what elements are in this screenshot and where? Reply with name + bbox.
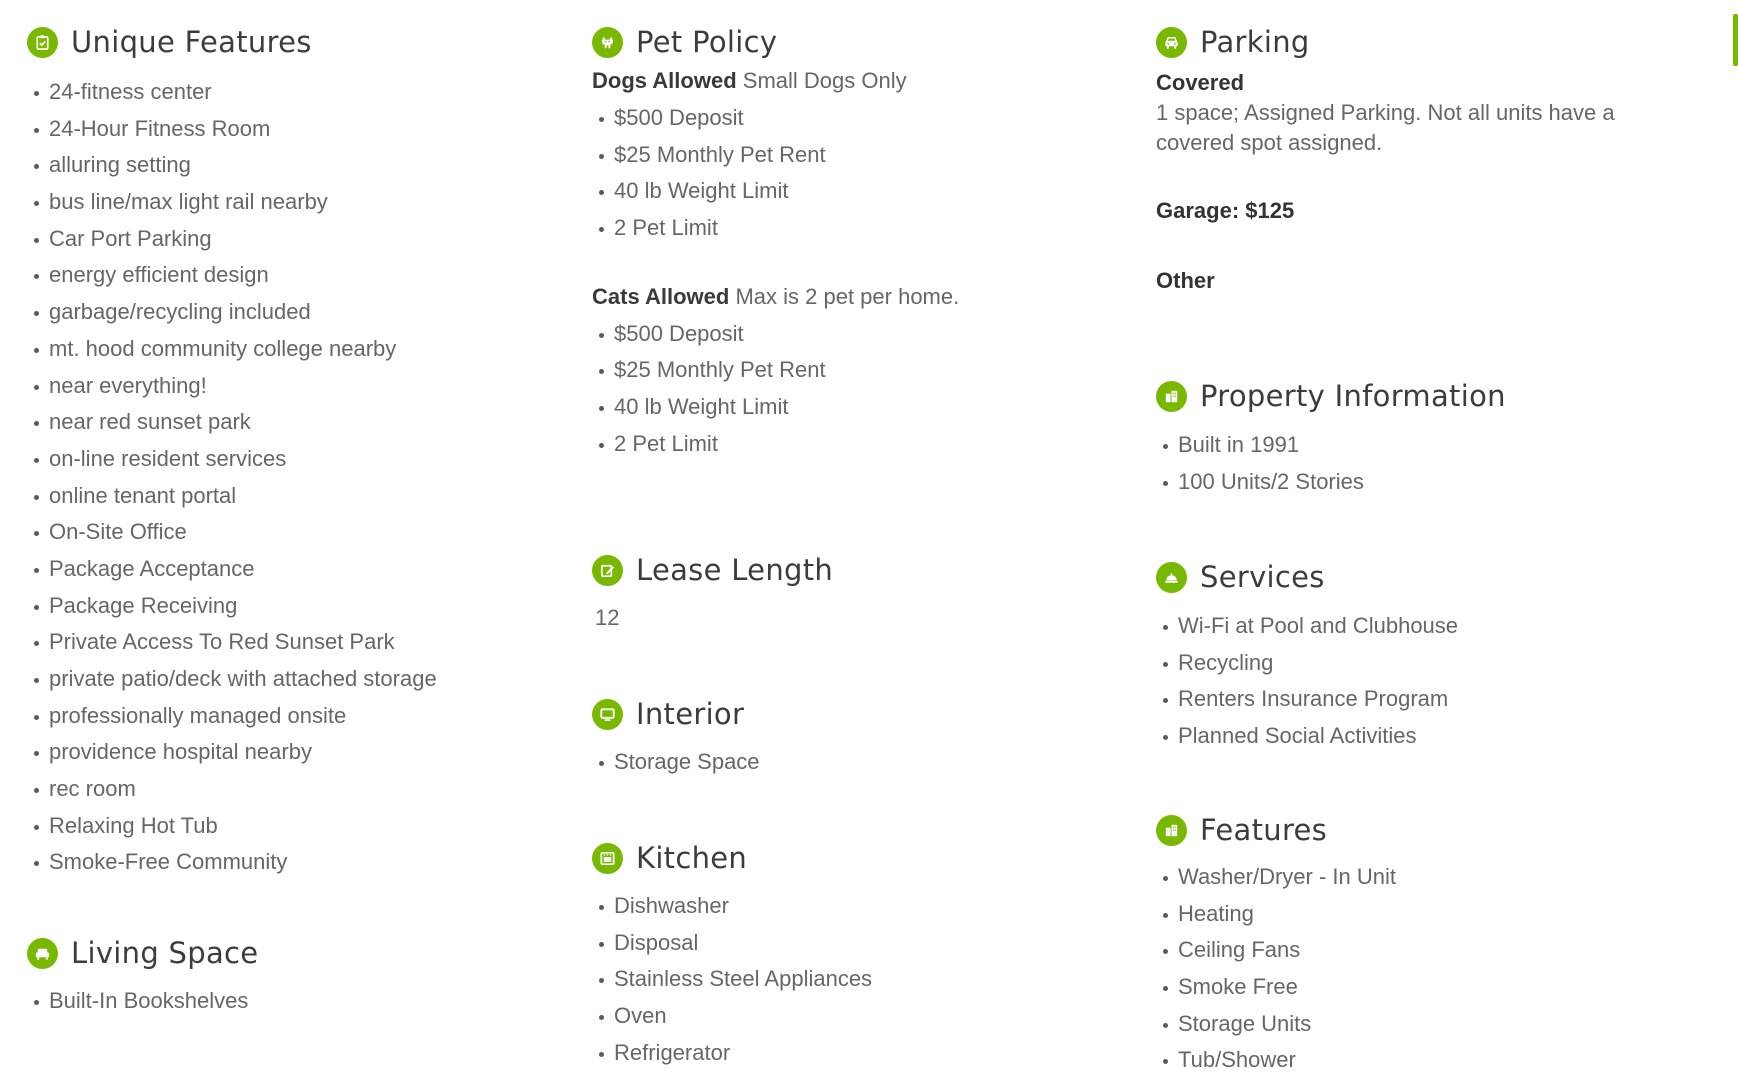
list-item: professionally managed onsite xyxy=(27,698,437,735)
list-item: $25 Monthly Pet Rent xyxy=(592,352,959,389)
list-item: Package Receiving xyxy=(27,588,437,625)
list-item: Smoke-Free Community xyxy=(27,844,437,881)
list-item: near red sunset park xyxy=(27,404,437,441)
lease-length-section xyxy=(592,550,833,631)
parking-title: Parking xyxy=(1200,25,1310,59)
list-item: Washer/Dryer - In Unit xyxy=(1156,859,1396,896)
car-icon xyxy=(1156,27,1187,58)
list-item: Ceiling Fans xyxy=(1156,932,1396,969)
living-space-header xyxy=(27,933,258,973)
cats-allowed-row xyxy=(592,284,959,310)
living-space-section xyxy=(27,933,258,1020)
list-item: Dishwasher xyxy=(592,888,872,925)
list-item: Heating xyxy=(1156,896,1396,933)
other-parking-label: Other xyxy=(1156,268,1215,293)
list-item: 24-fitness center xyxy=(27,74,437,111)
oven-icon xyxy=(592,843,623,874)
kitchen-title: Kitchen xyxy=(636,841,748,875)
list-item: garbage/recycling included xyxy=(27,294,437,331)
list-item: 2 Pet Limit xyxy=(592,210,959,247)
list-item: Oven xyxy=(592,998,872,1035)
covered-parking-label: Covered xyxy=(1156,70,1245,95)
kitchen-list xyxy=(592,888,872,1071)
unique-features-title: Unique Features xyxy=(71,25,312,59)
features-section xyxy=(1156,810,1396,1079)
list-item: Smoke Free xyxy=(1156,969,1396,1006)
property-information-section xyxy=(1156,376,1506,500)
list-item: Private Access To Red Sunset Park xyxy=(27,624,437,661)
cats-allowed-label: Cats Allowed xyxy=(592,283,730,309)
living-space-list xyxy=(27,983,258,1020)
covered-parking-text: 1 space; Assigned Parking. Not all units have a covered spot assigned. xyxy=(1156,100,1615,155)
interior-section xyxy=(592,694,760,781)
list-item: bus line/max light rail nearby xyxy=(27,184,437,221)
sofa-icon xyxy=(27,938,58,969)
list-item: rec room xyxy=(27,771,437,808)
list-item: Tub/Shower xyxy=(1156,1042,1396,1079)
interior-list xyxy=(592,744,760,781)
list-item: alluring setting xyxy=(27,147,437,184)
list-item: 40 lb Weight Limit xyxy=(592,389,959,426)
list-item: online tenant portal xyxy=(27,478,437,515)
list-item: mt. hood community college nearby xyxy=(27,331,437,368)
list-item: Recycling xyxy=(1156,645,1458,682)
list-item: on-line resident services xyxy=(27,441,437,478)
services-header xyxy=(1156,557,1458,597)
scrollbar-thumb[interactable] xyxy=(1733,14,1738,66)
unique-features-list xyxy=(27,74,437,881)
kitchen-header xyxy=(592,838,872,878)
parking-header xyxy=(1156,22,1636,62)
list-item: near everything! xyxy=(27,368,437,405)
services-title: Services xyxy=(1200,560,1325,594)
list-item: Stainless Steel Appliances xyxy=(592,961,872,998)
kitchen-section xyxy=(592,838,872,1071)
list-item: Renters Insurance Program xyxy=(1156,681,1458,718)
dog-icon xyxy=(592,27,623,58)
interior-header xyxy=(592,694,760,734)
clipboard-check-icon xyxy=(27,27,58,58)
list-item: Refrigerator xyxy=(592,1035,872,1072)
dogs-allowed-note: Small Dogs Only xyxy=(742,68,907,93)
lease-length-value: 12 xyxy=(595,605,620,630)
dogs-allowed-row xyxy=(592,68,959,94)
features-title: Features xyxy=(1200,813,1328,847)
property-information-title: Property Information xyxy=(1200,379,1506,413)
lease-length-title: Lease Length xyxy=(636,553,834,587)
list-item: Storage Units xyxy=(1156,1006,1396,1043)
list-item: 40 lb Weight Limit xyxy=(592,173,959,210)
buildings-icon xyxy=(1156,381,1187,412)
list-item: On-Site Office xyxy=(27,514,437,551)
buildings-icon xyxy=(1156,815,1187,846)
list-item: $500 Deposit xyxy=(592,316,959,353)
monitor-icon xyxy=(592,699,623,730)
dogs-allowed-label: Dogs Allowed xyxy=(592,68,737,93)
dogs-policy-list xyxy=(592,100,959,247)
list-item: Disposal xyxy=(592,925,872,962)
property-information-list xyxy=(1156,427,1506,500)
cats-allowed-note: Max is 2 pet per home. xyxy=(735,283,960,309)
list-item: Package Acceptance xyxy=(27,551,437,588)
list-item: $500 Deposit xyxy=(592,100,959,137)
list-item: Built in 1991 xyxy=(1156,427,1506,464)
list-item: Planned Social Activities xyxy=(1156,718,1458,755)
parking-section xyxy=(1156,22,1636,294)
living-space-title: Living Space xyxy=(71,936,259,970)
property-information-header xyxy=(1156,376,1506,416)
list-item: Built-In Bookshelves xyxy=(27,983,258,1020)
list-item: Relaxing Hot Tub xyxy=(27,808,437,845)
service-bell-icon xyxy=(1156,562,1187,593)
services-list xyxy=(1156,608,1458,755)
interior-title: Interior xyxy=(636,697,745,731)
list-item: energy efficient design xyxy=(27,257,437,294)
lease-length-header xyxy=(592,550,833,590)
pet-policy-section xyxy=(592,22,959,463)
list-item: $25 Monthly Pet Rent xyxy=(592,137,959,174)
list-item: private patio/deck with attached storage xyxy=(27,661,437,698)
services-section xyxy=(1156,557,1458,755)
list-item: 2 Pet Limit xyxy=(592,426,959,463)
pet-policy-title: Pet Policy xyxy=(636,25,778,59)
list-item: Car Port Parking xyxy=(27,221,437,258)
garage-parking-label: Garage: $125 xyxy=(1156,198,1295,223)
list-item: Storage Space xyxy=(592,744,760,781)
cats-policy-list xyxy=(592,316,959,463)
list-item: 24-Hour Fitness Room xyxy=(27,111,437,148)
features-list xyxy=(1156,859,1396,1079)
pet-policy-header xyxy=(592,22,959,62)
features-header xyxy=(1156,810,1396,850)
unique-features-header xyxy=(27,22,437,62)
list-item: Wi-Fi at Pool and Clubhouse xyxy=(1156,608,1458,645)
list-item: 100 Units/2 Stories xyxy=(1156,464,1506,501)
unique-features-section xyxy=(27,22,437,881)
list-item: providence hospital nearby xyxy=(27,734,437,771)
edit-icon xyxy=(592,555,623,586)
